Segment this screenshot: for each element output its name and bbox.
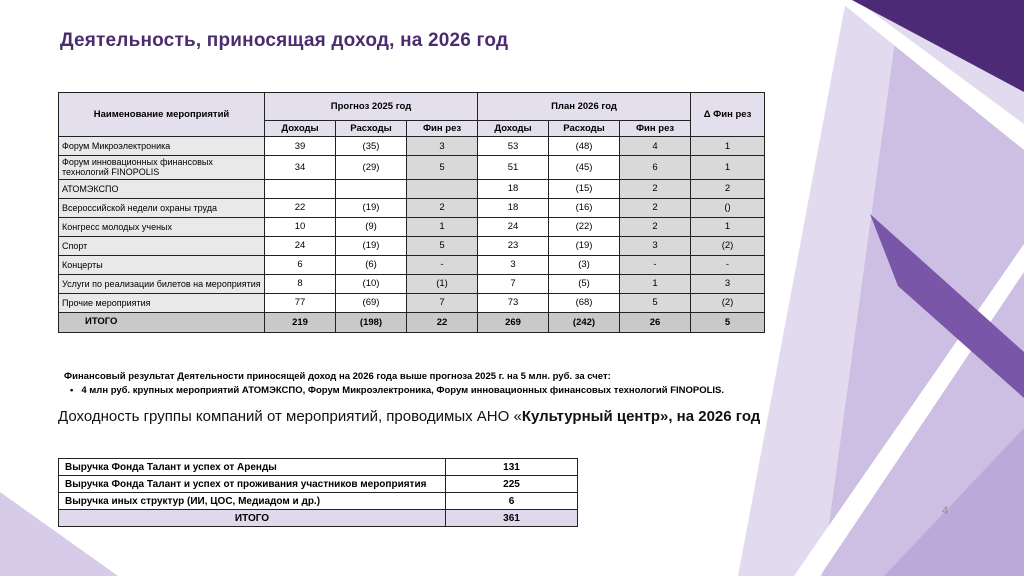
- value-cell: (22): [549, 217, 620, 236]
- table-row: [59, 255, 765, 274]
- value-cell: 2: [620, 198, 691, 217]
- value-cell: 73: [478, 293, 549, 312]
- event-name-cell: АТОМЭКСПО: [59, 179, 265, 198]
- subheader-expense-2026: Расходы: [549, 121, 620, 137]
- event-name-cell: Услуги по реализации билетов на мероприятия: [59, 274, 265, 293]
- value-cell: -: [407, 255, 478, 274]
- revenue-value-cell: 225: [446, 476, 578, 493]
- value-cell: 1: [691, 137, 765, 156]
- value-cell: 23: [478, 236, 549, 255]
- event-name-cell: Всероссийской недели охраны труда: [59, 198, 265, 217]
- value-cell: 1: [691, 217, 765, 236]
- value-cell: (16): [549, 198, 620, 217]
- value-cell: 39: [265, 137, 336, 156]
- value-cell: 1: [691, 156, 765, 180]
- value-cell: 22: [265, 198, 336, 217]
- event-name-cell: Спорт: [59, 236, 265, 255]
- subtitle-suffix: », на 2026 год: [659, 408, 761, 425]
- notes-block: [64, 370, 744, 399]
- subheader-finres-2025: Фин рез: [407, 121, 478, 137]
- subheader-finres-2026: Фин рез: [620, 121, 691, 137]
- subheader-income-2025: Доходы: [265, 121, 336, 137]
- value-cell: (45): [549, 156, 620, 180]
- value-cell: 7: [407, 293, 478, 312]
- value-cell: (15): [549, 179, 620, 198]
- table-row: [59, 179, 765, 198]
- value-cell: (19): [336, 236, 407, 255]
- value-cell: (): [691, 198, 765, 217]
- value-cell: 3: [407, 137, 478, 156]
- value-cell: 24: [478, 217, 549, 236]
- value-cell: 7: [478, 274, 549, 293]
- value-cell: 1: [620, 274, 691, 293]
- table-row: [59, 493, 578, 510]
- page-number: 4: [942, 505, 949, 517]
- value-cell: 2: [620, 179, 691, 198]
- value-cell: 5: [407, 156, 478, 180]
- notes-bullet: • 4 млн руб. крупных мероприятий АТОМЭКСПО, Форум Микроэлектроника, Форум инновационных финансовых технологий FINOPOLIS.: [64, 384, 744, 398]
- value-cell: 18: [478, 198, 549, 217]
- event-name-cell: Форум инновационных финансовых технологий FINOPOLIS: [59, 156, 265, 180]
- value-cell: 1: [407, 217, 478, 236]
- value-cell: (48): [549, 137, 620, 156]
- table-row: [59, 459, 578, 476]
- table-row: [59, 236, 765, 255]
- value-cell: 3: [478, 255, 549, 274]
- value-cell: 8: [265, 274, 336, 293]
- event-name-cell: Конгресс молодых ученых: [59, 217, 265, 236]
- page-title: Деятельность, приносящая доход, на 2026 год: [60, 30, 509, 51]
- table-header-row: [59, 93, 765, 121]
- total-value-cell: 269: [478, 312, 549, 332]
- revenue-label-cell: Выручка иных структур (ИИ, ЦОС, Медиадом и др.): [59, 493, 446, 510]
- value-cell: 2: [407, 198, 478, 217]
- event-name-cell: Форум Микроэлектроника: [59, 137, 265, 156]
- value-cell: 5: [620, 293, 691, 312]
- event-name-cell: Концерты: [59, 255, 265, 274]
- table-row: [59, 274, 765, 293]
- income-activity-table: [58, 92, 765, 333]
- table-row: [59, 217, 765, 236]
- table-total-row: [59, 510, 578, 527]
- table-total-row: [59, 312, 765, 332]
- revenue-total-label-cell: ИТОГО: [59, 510, 446, 527]
- value-cell: 18: [478, 179, 549, 198]
- value-cell: (35): [336, 137, 407, 156]
- value-cell: 34: [265, 156, 336, 180]
- value-cell: 5: [407, 236, 478, 255]
- total-value-cell: (198): [336, 312, 407, 332]
- subheader-income-2026: Доходы: [478, 121, 549, 137]
- subtitle-prefix: Доходность группы компаний от мероприятий, проводимых АНО «: [58, 408, 522, 425]
- subheader-expense-2025: Расходы: [336, 121, 407, 137]
- value-cell: (19): [336, 198, 407, 217]
- column-group-forecast-2025: Прогноз 2025 год: [265, 93, 478, 121]
- column-header-name: Наименование мероприятий: [59, 93, 265, 137]
- value-cell: (68): [549, 293, 620, 312]
- revenue-table: [58, 458, 578, 527]
- total-value-cell: 26: [620, 312, 691, 332]
- subtitle-highlight: Культурный центр: [521, 408, 660, 425]
- value-cell: [407, 179, 478, 198]
- value-cell: (29): [336, 156, 407, 180]
- value-cell: 51: [478, 156, 549, 180]
- value-cell: (5): [549, 274, 620, 293]
- total-value-cell: 219: [265, 312, 336, 332]
- revenue-value-cell: 131: [446, 459, 578, 476]
- table-row: [59, 137, 765, 156]
- total-label-cell: ИТОГО: [59, 312, 265, 332]
- value-cell: 24: [265, 236, 336, 255]
- value-cell: -: [620, 255, 691, 274]
- value-cell: 3: [691, 274, 765, 293]
- value-cell: 6: [265, 255, 336, 274]
- value-cell: (3): [549, 255, 620, 274]
- column-header-delta: Δ Фин рез: [691, 93, 765, 137]
- section-subtitle: [58, 408, 798, 425]
- value-cell: (10): [336, 274, 407, 293]
- value-cell: 3: [620, 236, 691, 255]
- value-cell: 6: [620, 156, 691, 180]
- table-row: [59, 156, 765, 180]
- value-cell: (2): [691, 236, 765, 255]
- revenue-total-value-cell: 361: [446, 510, 578, 527]
- revenue-value-cell: 6: [446, 493, 578, 510]
- table-row: [59, 198, 765, 217]
- table-row: [59, 476, 578, 493]
- value-cell: -: [691, 255, 765, 274]
- revenue-label-cell: Выручка Фонда Талант и успех от Аренды: [59, 459, 446, 476]
- value-cell: 77: [265, 293, 336, 312]
- value-cell: (69): [336, 293, 407, 312]
- value-cell: (1): [407, 274, 478, 293]
- total-value-cell: 5: [691, 312, 765, 332]
- value-cell: (19): [549, 236, 620, 255]
- notes-line: Финансовый результат Деятельности приносящей доход на 2026 года выше прогноза 2025 г. на 5 млн. руб. за счет:: [64, 371, 611, 382]
- value-cell: [265, 179, 336, 198]
- value-cell: 53: [478, 137, 549, 156]
- value-cell: 2: [691, 179, 765, 198]
- value-cell: (9): [336, 217, 407, 236]
- table-row: [59, 293, 765, 312]
- total-value-cell: (242): [549, 312, 620, 332]
- event-name-cell: Прочие мероприятия: [59, 293, 265, 312]
- total-value-cell: 22: [407, 312, 478, 332]
- value-cell: 4: [620, 137, 691, 156]
- value-cell: (6): [336, 255, 407, 274]
- value-cell: [336, 179, 407, 198]
- value-cell: 2: [620, 217, 691, 236]
- revenue-label-cell: Выручка Фонда Талант и успех от проживания участников мероприятия: [59, 476, 446, 493]
- value-cell: (2): [691, 293, 765, 312]
- value-cell: 10: [265, 217, 336, 236]
- column-group-plan-2026: План 2026 год: [478, 93, 691, 121]
